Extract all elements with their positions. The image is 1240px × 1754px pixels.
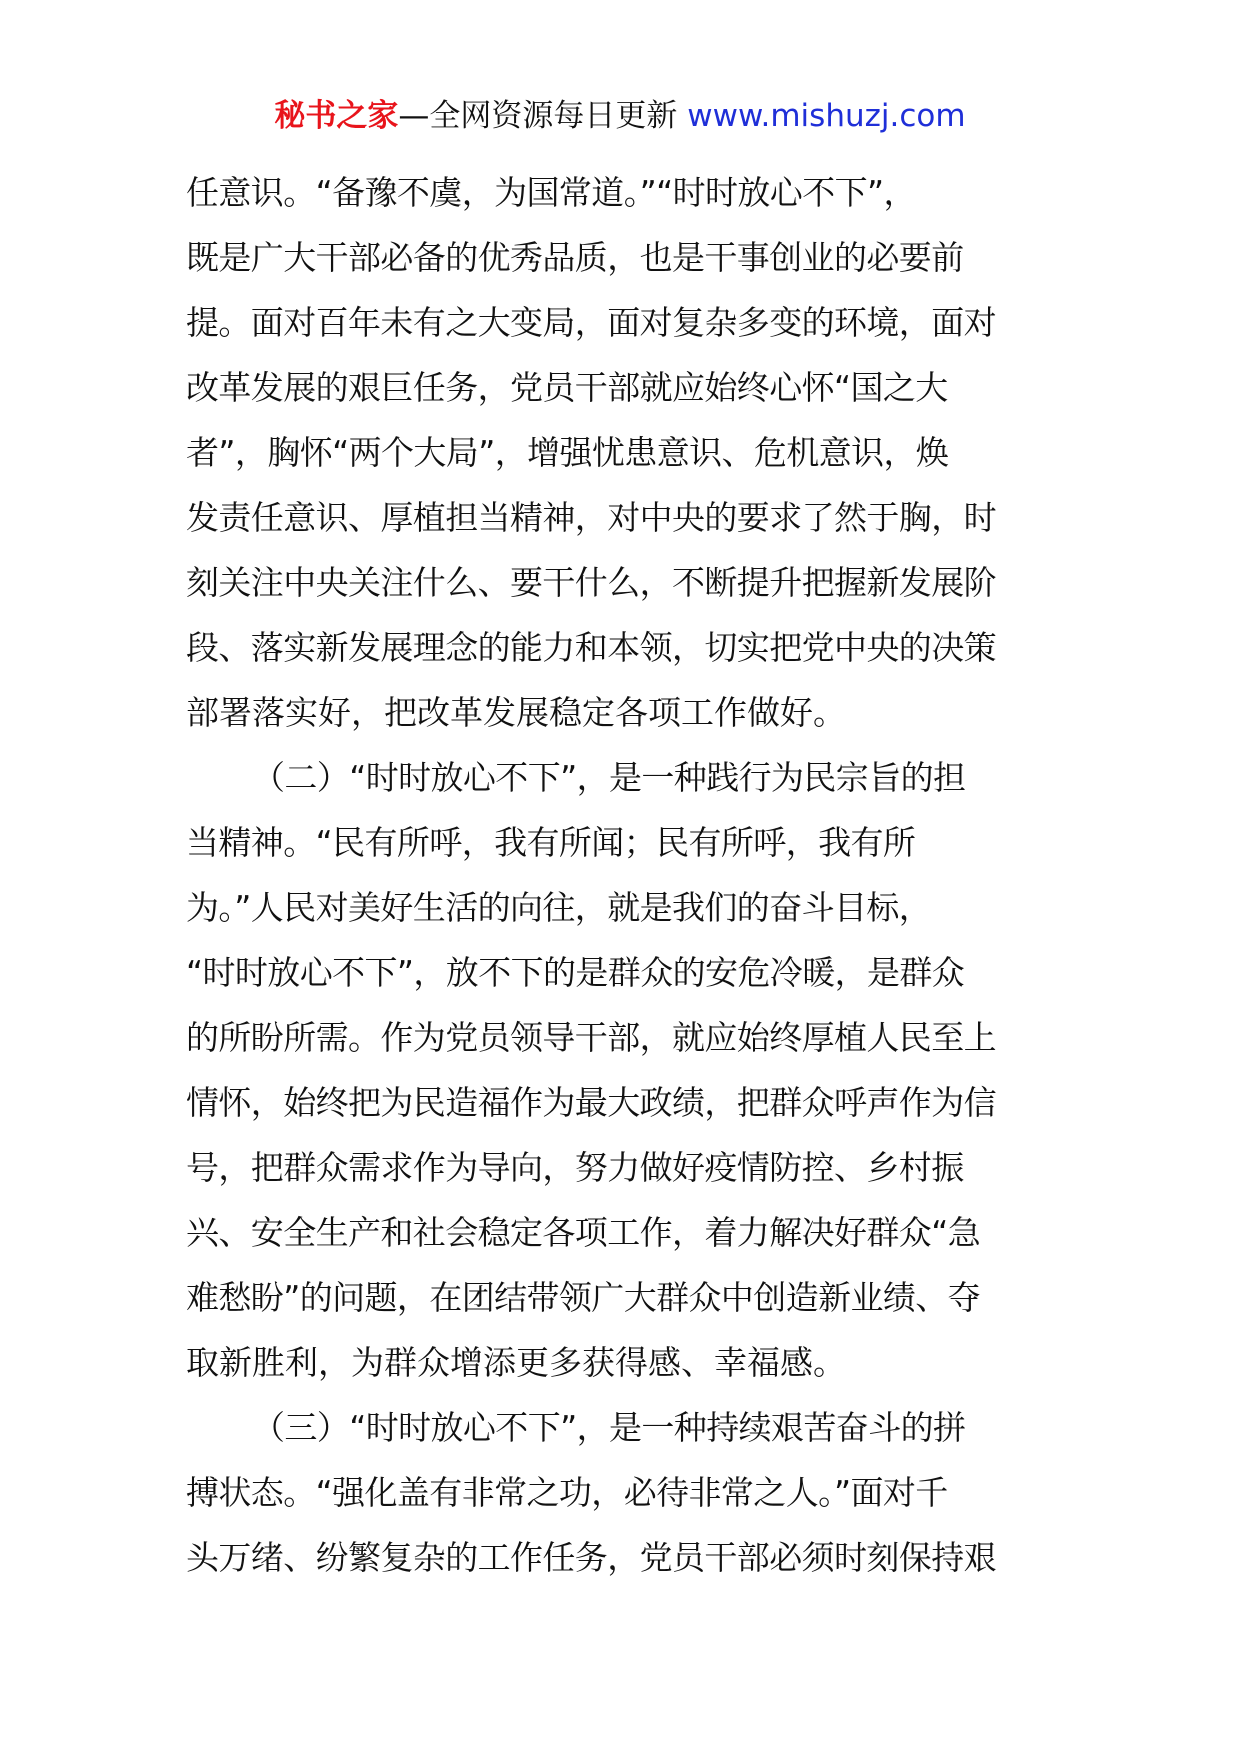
- text-line: 部署落实好，把改革发展稳定各项工作做好。: [186, 693, 846, 732]
- text-line: 的所盼所需。作为党员领导干部，就应始终厚植人民至上: [186, 1018, 997, 1057]
- text-line: 情怀，始终把为民造福作为最大政绩，把群众呼声作为信: [186, 1083, 997, 1122]
- text-line: 刻关注中央关注什么、要干什么，不断提升把握新发展阶: [186, 563, 997, 602]
- text-line: 发责任意识、厚植担当精神，对中央的要求了然于胸，时: [186, 498, 997, 537]
- header-tagline: —全网资源每日更新: [398, 98, 678, 134]
- site-url-link[interactable]: www.mishuzj.com: [687, 98, 966, 134]
- text-line: 难愁盼”的问题，在团结带领广大群众中创造新业绩、夺: [186, 1278, 981, 1317]
- text-line: 号，把群众需求作为导向，努力做好疫情防控、乡村振: [186, 1148, 964, 1187]
- text-line: 任意识。“备豫不虞，为国常道。”“时时放心不下”，: [186, 173, 916, 212]
- paragraph-heading-3: （三）“时时放心不下”，是一种持续艰苦奋斗的拼: [252, 1408, 966, 1447]
- site-header: [0, 96, 1240, 136]
- text-line: 改革发展的艰巨任务，党员干部就应始终心怀“国之大: [186, 368, 948, 407]
- text-line: “时时放心不下”，放不下的是群众的安危冷暖，是群众: [186, 953, 965, 992]
- text-line: 搏状态。“强化盖有非常之功，必待非常之人。”面对千: [186, 1473, 948, 1512]
- text-line: 兴、安全生产和社会稳定各项工作，着力解决好群众“急: [186, 1213, 981, 1252]
- text-line: 当精神。“民有所呼，我有所闻；民有所呼，我有所: [186, 823, 916, 862]
- text-line: 既是广大干部必备的优秀品质，也是干事创业的必要前: [186, 238, 964, 277]
- document-body: [186, 160, 1056, 1590]
- text-line: 提。面对百年未有之大变局，面对复杂多变的环境，面对: [186, 303, 997, 342]
- paragraph-heading-2: （二）“时时放心不下”，是一种践行为民宗旨的担: [252, 758, 966, 797]
- text-line: 为。”人民对美好生活的向往，就是我们的奋斗目标，: [186, 888, 932, 927]
- text-line: 头万绪、纷繁复杂的工作任务，党员干部必须时刻保持艰: [186, 1538, 997, 1577]
- text-line: 者”，胸怀“两个大局”，增强忧患意识、危机意识，焕: [186, 433, 949, 472]
- text-line: 段、落实新发展理念的能力和本领，切实把党中央的决策: [186, 628, 997, 667]
- brand-name: 秘书之家: [274, 98, 399, 134]
- text-line: 取新胜利，为群众增添更多获得感、幸福感。: [186, 1343, 846, 1382]
